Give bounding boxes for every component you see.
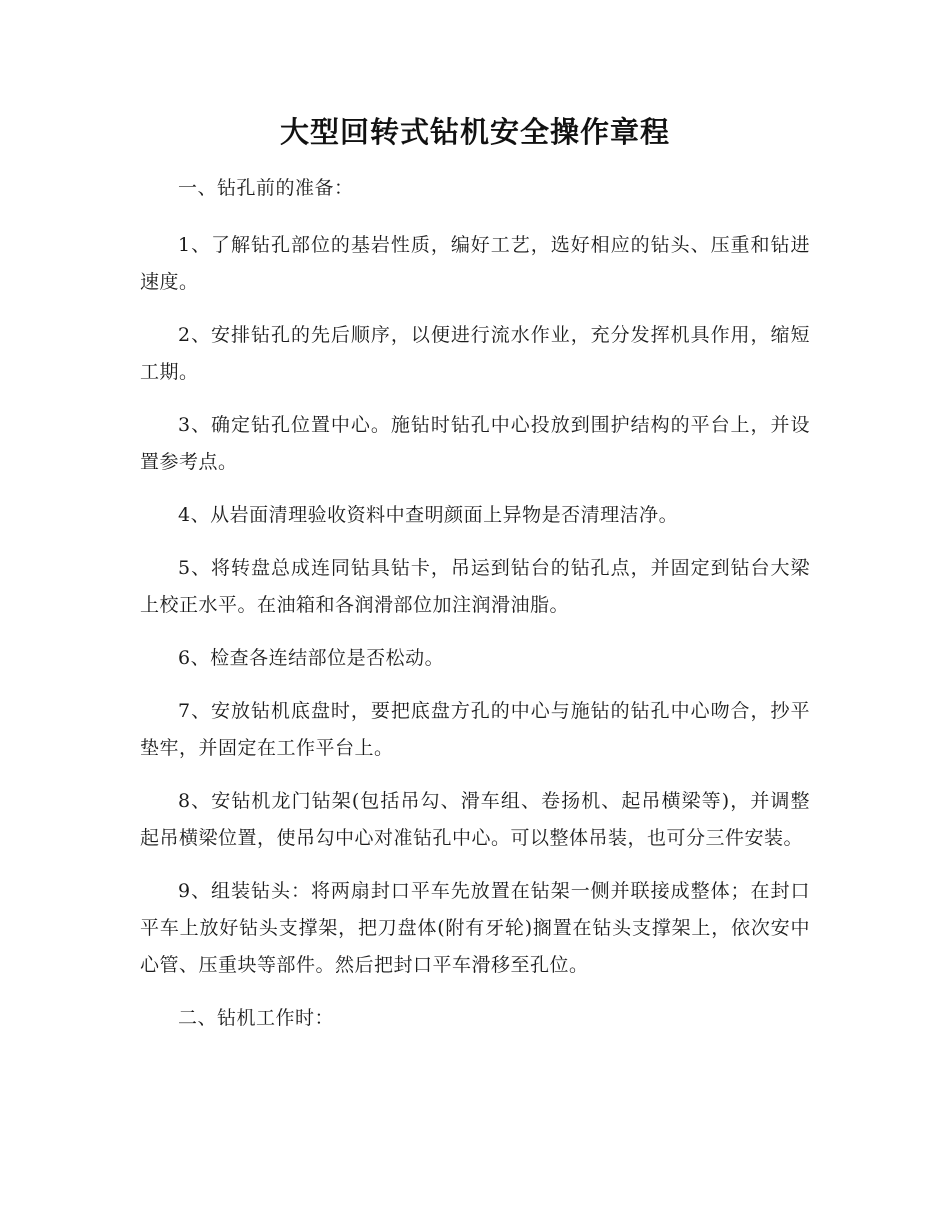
paragraph-item-1: 1、了解钻孔部位的基岩性质，编好工艺，选好相应的钻头、压重和钻进速度。 <box>140 234 810 293</box>
paragraph-item-6: 6、检查各连结部位是否松动。 <box>178 647 445 669</box>
paragraph-item-2: 2、安排钻孔的先后顺序，以便进行流水作业，充分发挥机具作用，缩短工期。 <box>140 324 810 383</box>
section-heading-operation: 二、钻机工作时： <box>178 1007 335 1029</box>
document-title: 大型回转式钻机安全操作章程 <box>279 115 670 149</box>
section-heading-preparation: 一、钻孔前的准备： <box>178 177 354 199</box>
paragraph-item-9: 9、组装钻头：将两扇封口平车先放置在钻架一侧并联接成整体；在封口平车上放好钻头支撑架，把刀盘体(附有牙轮)搁置在钻头支撑架上，依次安中心管、压重块等部件。然后把封口平车滑移至孔位。 <box>140 880 810 976</box>
paragraph-item-4: 4、从岩面清理验收资料中查明颜面上异物是否清理洁净。 <box>178 504 679 526</box>
paragraph-item-3: 3、确定钻孔位置中心。施钻时钻孔中心投放到围护结构的平台上，并设置参考点。 <box>140 414 810 473</box>
paragraph-item-8: 8、安钻机龙门钻架(包括吊勾、滑车组、卷扬机、起吊横梁等)，并调整起吊横梁位置，使吊勾中心对准钻孔中心。可以整体吊装，也可分三件安装。 <box>140 790 810 849</box>
paragraph-item-5: 5、将转盘总成连同钻具钻卡，吊运到钻台的钻孔点，并固定到钻台大梁上校正水平。在油箱和各润滑部位加注润滑油脂。 <box>140 557 810 616</box>
paragraph-item-7: 7、安放钻机底盘时，要把底盘方孔的中心与施钻的钻孔中心吻合，抄平垫牢，并固定在工作平台上。 <box>140 700 810 759</box>
